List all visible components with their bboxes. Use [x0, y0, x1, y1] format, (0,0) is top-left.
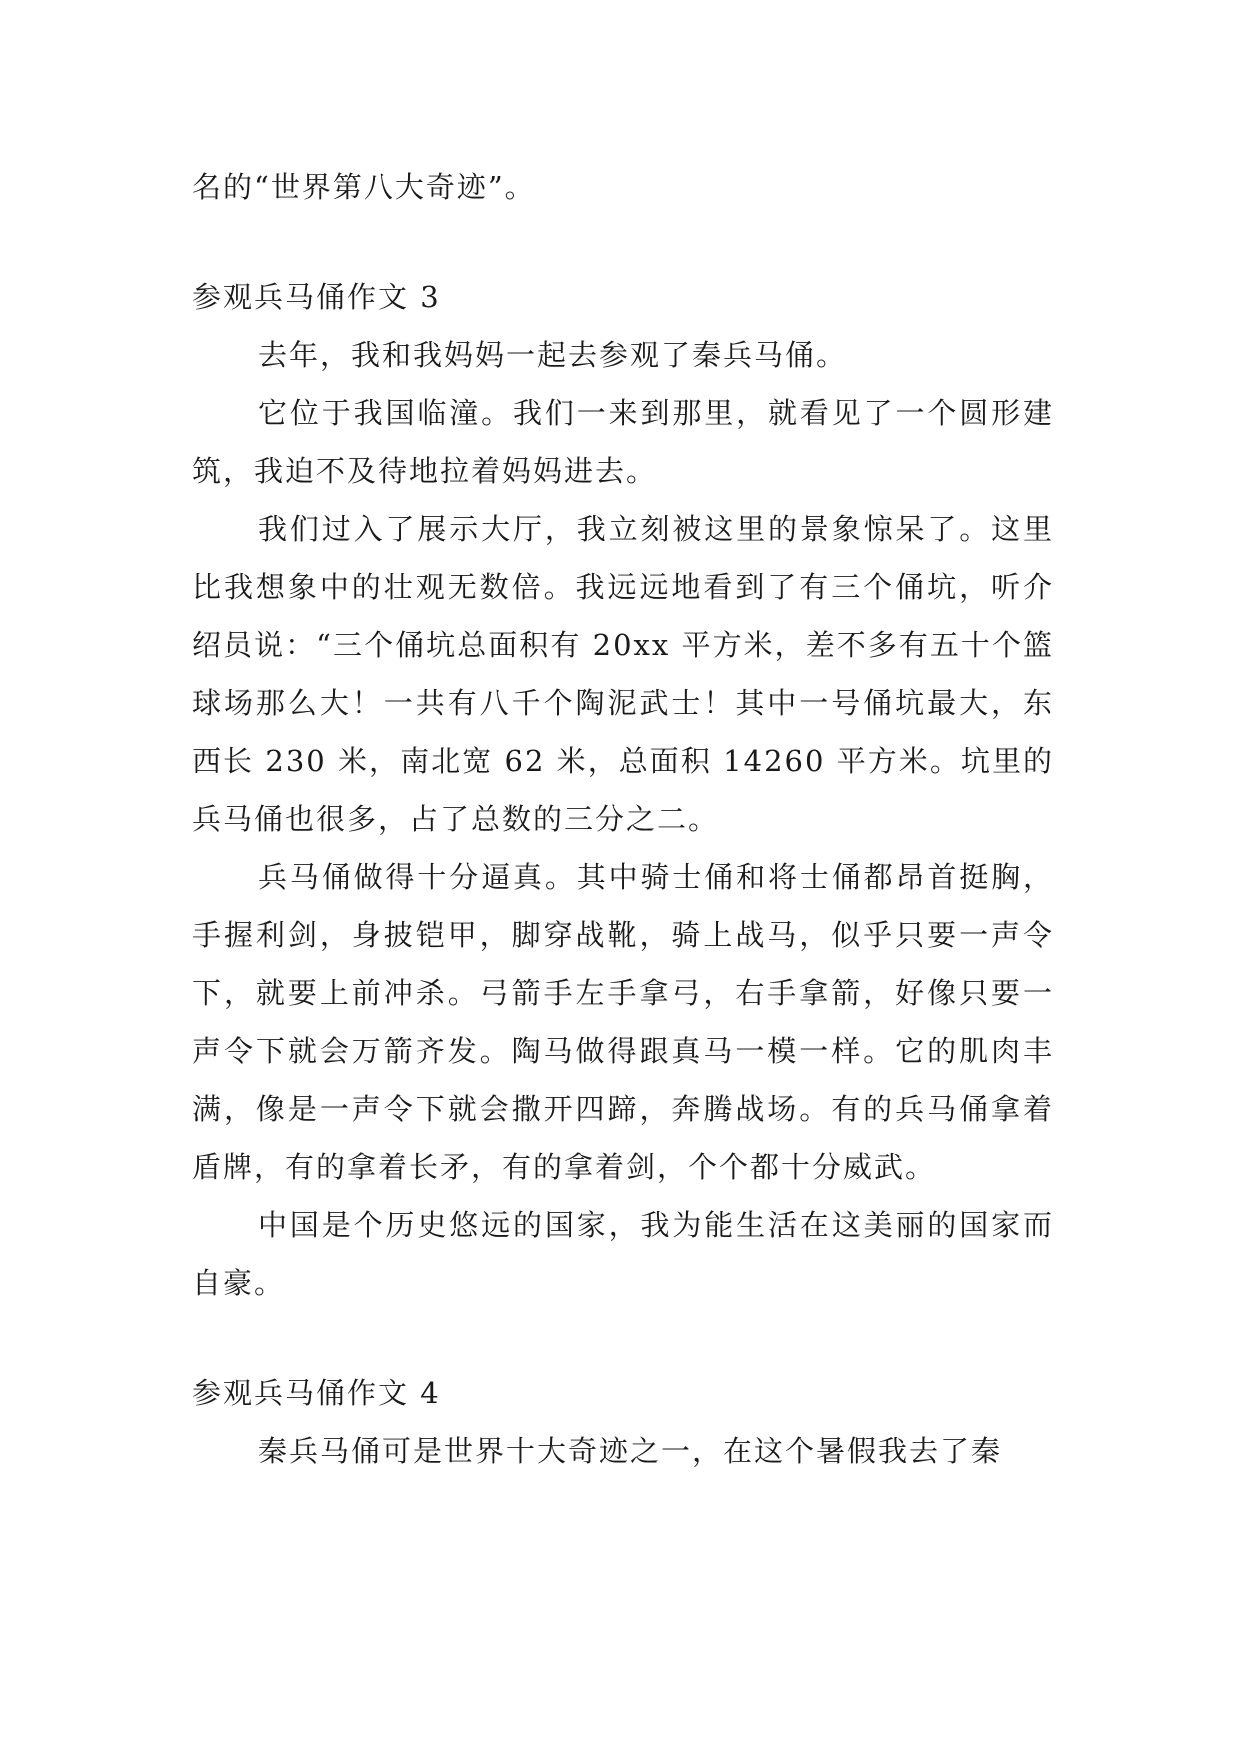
paragraph: 兵马俑做得十分逼真。其中骑士俑和将士俑都昂首挺胸，手握利剑，身披铠甲，脚穿战靴，骑上战马，似乎只要一声令下，就要上前冲杀。弓箭手左手拿弓，右手拿箭，好像只要一声令下就会万箭齐发。陶马做得跟真马一模一样。它的肌肉丰满，像是一声令下就会撒开四蹄，奔腾战场。有的兵马俑拿着盾牌，有的拿着长矛，有的拿着剑，个个都十分威武。 [192, 860, 1054, 1184]
section-heading: 参观兵马俑作文 4 [192, 1376, 441, 1410]
intro-tail-line: 名的“世界第八大奇迹”。 [192, 170, 536, 204]
section-heading: 参观兵马俑作文 3 [192, 280, 441, 314]
section-gap [192, 216, 1054, 268]
document-body [192, 158, 1054, 1480]
paragraph: 秦兵马俑可是世界十大奇迹之一，在这个暑假我去了秦 [258, 1434, 1003, 1468]
essay-section-3 [192, 268, 1054, 1312]
paragraph: 中国是个历史悠远的国家，我为能生活在这美丽的国家而自豪。 [192, 1208, 1054, 1300]
essay-section-4 [192, 1364, 1054, 1480]
section-gap [192, 1312, 1054, 1364]
paragraph: 我们过入了展示大厅，我立刻被这里的景象惊呆了。这里比我想象中的壮观无数倍。我远远地看到了有三个俑坑，听介绍员说：“三个俑坑总面积有 20xx 平方米，差不多有五十个篮球场那么大！一共有八千个陶泥武士！其中一号俑坑最大，东西长 230 米，南北宽 62 米，总面积 14260 平方米。坑里的兵马俑也很多，占了总数的三分之二。 [192, 512, 1054, 836]
paragraph: 去年，我和我妈妈一起去参观了秦兵马俑。 [258, 338, 848, 372]
paragraph: 它位于我国临潼。我们一来到那里，就看见了一个圆形建筑，我迫不及待地拉着妈妈进去。 [192, 396, 1054, 488]
